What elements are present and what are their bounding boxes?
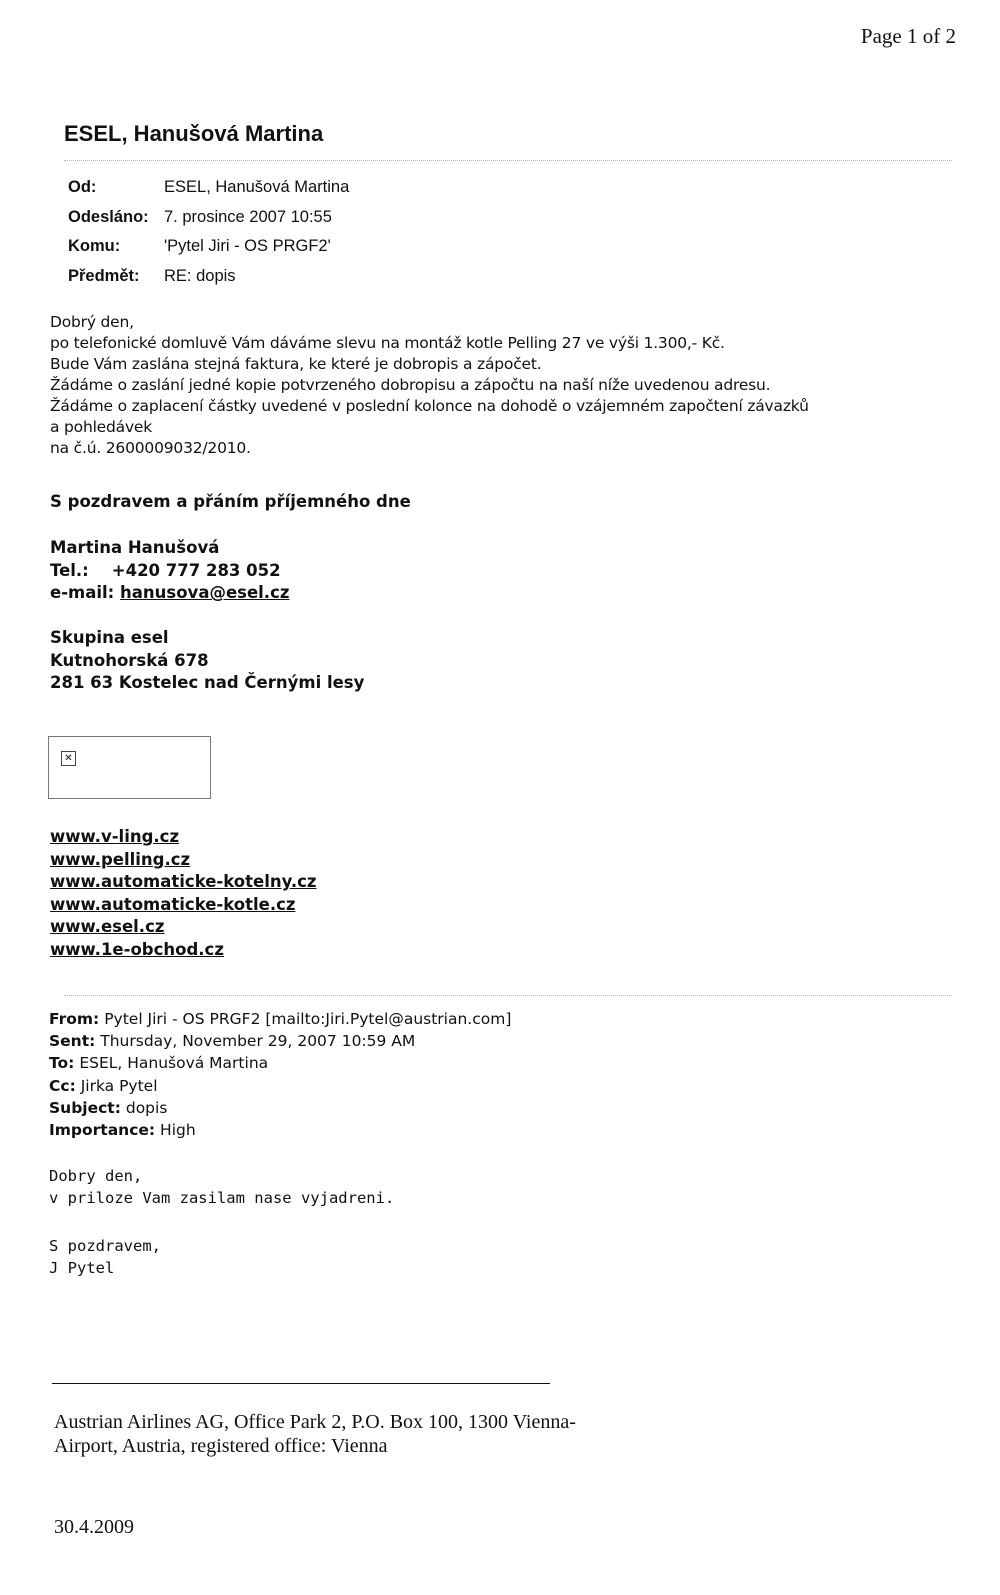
header-divider [64,160,952,161]
closing-text: S pozdravem a přáním příjemného dne [50,492,411,511]
fw-body-line: Dobry den, [49,1167,143,1185]
sent-value: 7. prosince 2007 10:55 [164,207,332,226]
company-name: Skupina esel [50,628,169,647]
link-esel[interactable]: www.esel.cz [50,917,165,937]
fw-to-row [49,1052,511,1074]
sender-title: ESEL, Hanušová Martina [64,121,324,146]
subject-label: Předmět: [68,266,140,285]
from-label: Od: [68,178,97,197]
page-number: Page 1 of 2 [860,24,956,48]
fw-closing-signature: J Pytel [49,1259,115,1277]
fw-to-label: To: [49,1054,75,1073]
signature-name: Martina Hanušová [50,538,220,557]
link-v-ling[interactable]: www.v-ling.cz [50,827,180,846]
body-line: Žádáme o zaslání jedné kopie potvrzeného dobropisu a zápočtu na naší níže uvedenou adresu. [50,376,771,394]
to-value: 'Pytel Jiri - OS PRGF2' [164,237,331,256]
company-city: 281 63 Kostelec nad Černými lesy [50,673,365,692]
body-line: Bude Vám zaslána stejná faktura, ke které je dobropis a zápočet. [50,355,542,373]
link-1e-obchod[interactable]: www.1e-obchod.cz [50,939,224,959]
fw-closing-line: S pozdravem, [49,1237,161,1255]
forwarded-body [49,1165,394,1209]
header-row-to [68,232,349,262]
fw-from-label: From: [49,1010,100,1028]
broken-image-icon: ✕ [61,751,76,766]
company-street: Kutnohorská 678 [50,650,209,670]
fw-importance-row [49,1119,511,1141]
message-body [50,312,930,459]
fw-subject-row [49,1097,511,1119]
email-link[interactable]: hanusova@esel.cz [120,583,290,602]
fw-to-value: ESEL, Hanušová Martina [79,1054,269,1073]
signature-email [50,582,289,605]
fw-cc-value: Jirka Pytel [80,1076,158,1095]
fw-subject-value: dopis [125,1098,168,1117]
footer-disclaimer [54,1410,674,1458]
closing-greeting [50,491,411,514]
print-date: 30.4.2009 [54,1516,134,1538]
fw-importance-label: Importance: [49,1121,156,1140]
fw-from-row [49,1008,511,1030]
fw-cc-label: Cc: [49,1076,76,1095]
from-value: ESEL, Hanušová Martina [164,178,350,197]
signature [50,537,289,605]
body-line: Dobrý den, [50,313,134,331]
footer-line: Austrian Airlines AG, Office Park 2, P.O. Box 100, 1300 Vienna- [54,1411,576,1433]
signature-phone [50,560,289,583]
forwarded-header [49,1008,511,1141]
fw-cc-row [49,1075,511,1097]
fw-subject-label: Subject: [49,1098,121,1117]
email-header [68,173,349,291]
phone-value: +420 777 283 052 [111,560,281,580]
subject-value: RE: dopis [164,266,236,285]
phone-label: Tel.: [50,560,89,580]
body-line: Žádáme o zaplacení částky uvedené v poslední kolonce na dohodě o vzájemném započtení závazků [50,397,809,415]
fw-sent-row [49,1030,511,1052]
sent-label: Odesláno: [68,207,149,226]
fw-body-line: v priloze Vam zasilam nase vyjadreni. [49,1189,395,1207]
forwarded-closing [49,1235,161,1279]
header-row-sent [68,203,349,233]
body-line: na č.ú. 2600009032/2010. [50,439,251,457]
body-line: po telefonické domluvě Vám dáváme slevu na montáž kotle Pelling 27 ve výši 1.300,- Kč. [50,334,725,352]
fw-sent-value: Thursday, November 29, 2007 10:59 AM [100,1032,416,1051]
fw-sent-label: Sent: [49,1032,96,1051]
image-placeholder [48,736,211,799]
forward-divider [64,995,952,996]
company-address [50,627,364,695]
link-automaticke-kotle[interactable]: www.automaticke-kotle.cz [50,894,296,914]
link-automaticke-kotelny[interactable]: www.automaticke-kotelny.cz [50,872,317,892]
header-row-subject [68,262,349,292]
to-label: Komu: [68,237,121,256]
fw-from-value: Pytel Jiri - OS PRGF2 [mailto:Jiri.Pytel@austrian.com] [104,1010,512,1028]
footer-divider [52,1383,550,1384]
email-label: e-mail: [50,583,115,602]
website-links [50,826,317,962]
footer-line: Airport, Austria, registered office: Vienna [54,1435,388,1457]
link-pelling[interactable]: www.pelling.cz [50,849,191,869]
body-line: a pohledávek [50,418,153,436]
header-row-from [68,173,349,203]
fw-importance-value: High [160,1121,196,1140]
